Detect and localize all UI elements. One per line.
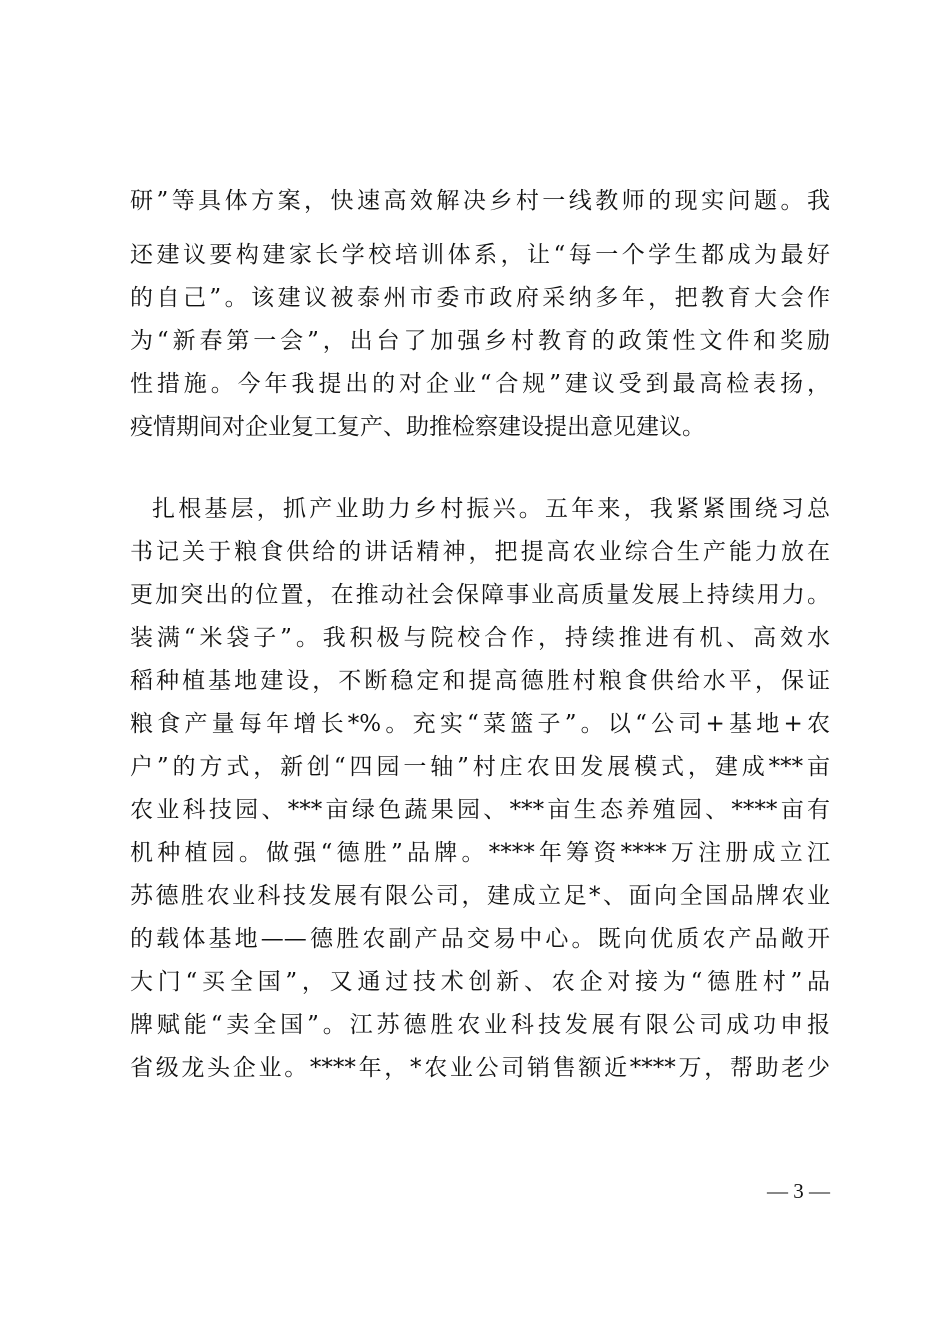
text-line: 的载体基地——德胜农副产品交易中心。既向优质农产品敞开 [130,926,830,952]
text-line: 疫情期间对企业复工复产、助推检察建设提出意见建议。 [130,414,705,440]
text-line: 户”的方式，新创“四园一轴”村庄农田发展模式，建成***亩 [130,754,830,780]
text-line: 稻种植基地建设，不断稳定和提高德胜村粮食供给水平，保证 [130,668,830,694]
text-line: 的自己”。该建议被泰州市委市政府采纳多年，把教育大会作 [130,285,830,311]
text-line: 省级龙头企业。****年，*农业公司销售额近****万，帮助老少 [130,1055,830,1081]
text-line: 装满“米袋子”。我积极与院校合作，持续推进有机、高效水 [130,625,830,651]
text-line: 大门“买全国”，又通过技术创新、农企对接为“德胜村”品 [130,969,830,995]
text-line: 粮食产量每年增长*%。充实“菜篮子”。以“公司+基地+农 [130,711,830,737]
text-line: 更加突出的位置，在推动社会保障事业高质量发展上持续用力。 [130,582,830,608]
text-line: 书记关于粮食供给的讲话精神，把提高农业综合生产能力放在 [130,539,830,565]
text-line: 为“新春第一会”，出台了加强乡村教育的政策性文件和奖励 [130,328,830,354]
text-line: 扎根基层，抓产业助力乡村振兴。五年来，我紧紧围绕习总 [152,496,830,522]
text-line: 机种植园。做强“德胜”品牌。****年筹资****万注册成立江 [130,840,830,866]
text-line: 性措施。今年我提出的对企业“合规”建议受到最高检表扬， [130,371,830,397]
text-line: 苏德胜农业科技发展有限公司，建成立足*、面向全国品牌农业 [130,883,830,909]
text-line: 研”等具体方案，快速高效解决乡村一线教师的现实问题。我 [130,188,830,214]
text-line: 还建议要构建家长学校培训体系，让“每一个学生都成为最好 [130,242,830,268]
page-number: — 3 — [767,1179,830,1203]
text-line: 牌赋能“卖全国”。江苏德胜农业科技发展有限公司成功申报 [130,1012,830,1038]
text-line: 农业科技园、***亩绿色蔬果园、***亩生态养殖园、****亩有 [130,797,830,823]
